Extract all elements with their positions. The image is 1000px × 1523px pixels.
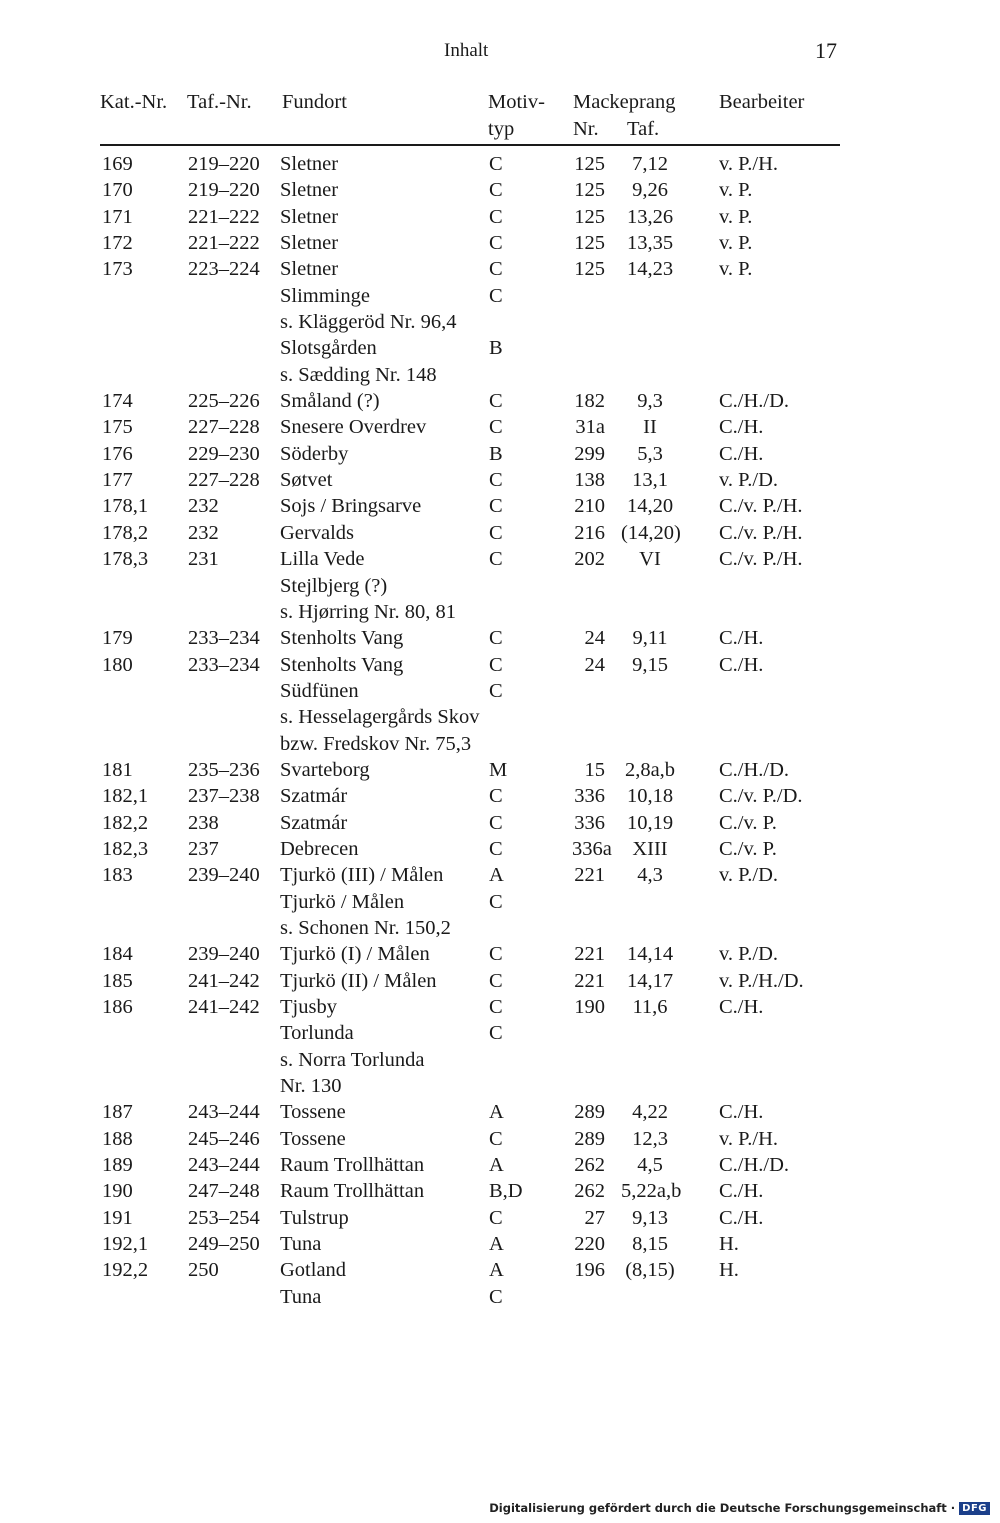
cell-mackeprang-nr: 336 (574, 811, 605, 834)
cell-mackeprang-nr: 289 (574, 1127, 605, 1150)
cell-motivtyp: M (489, 758, 508, 781)
cell-taf-nr: 219–220 (188, 179, 260, 202)
cell-motivtyp: C (489, 495, 503, 518)
table-row (100, 757, 840, 783)
table-body (100, 146, 840, 1310)
cell-motivtyp: C (489, 679, 503, 702)
cell-kat-nr: 177 (102, 469, 133, 492)
table-row (100, 994, 840, 1020)
cell-mackeprang-nr: 336a (572, 837, 612, 860)
cell-kat-nr: 185 (102, 969, 133, 992)
table-row (100, 467, 840, 493)
cell-fundort: Tulstrup (280, 1206, 349, 1229)
cell-fundort: Sletner (280, 153, 339, 175)
table-row (100, 1205, 840, 1231)
cell-motivtyp: C (489, 890, 503, 913)
table-row (100, 1073, 840, 1099)
cell-kat-nr: 174 (102, 390, 133, 413)
cell-motivtyp: C (489, 153, 503, 175)
header-bearbeiter: Bearbeiter (719, 91, 805, 113)
cell-bearbeiter: C./H. (719, 442, 764, 465)
cell-fundort: Slotsgården (280, 337, 377, 360)
table-row (100, 441, 840, 467)
cell-mackeprang-taf: 9,13 (632, 1206, 668, 1229)
cell-motivtyp: C (489, 653, 503, 676)
cell-motivtyp: C (489, 1285, 503, 1308)
table-row (100, 573, 840, 599)
cell-bearbeiter: C./H. (719, 416, 764, 439)
header-taf-nr: Taf.-Nr. (187, 91, 252, 113)
cell-taf-nr: 239–240 (188, 943, 260, 966)
cell-mackeprang-nr: 125 (574, 232, 605, 255)
header-mackeprang-nr: Nr. (573, 118, 599, 140)
credit-text: Digitalisierung gefördert durch die Deutsche Forschungsgemeinschaft · (489, 1501, 956, 1515)
cell-taf-nr: 250 (188, 1259, 219, 1282)
cell-fundort: s. Kläggeröd Nr. 96,4 (280, 311, 457, 334)
table-row (100, 941, 840, 967)
cell-mackeprang-nr: 138 (574, 469, 605, 492)
cell-taf-nr: 221–222 (188, 232, 260, 255)
table-row (100, 388, 840, 414)
cell-mackeprang-taf: 9,11 (632, 627, 668, 650)
cell-taf-nr: 223–224 (188, 258, 260, 281)
cell-mackeprang-taf: 9,3 (637, 390, 663, 413)
table-row (100, 414, 840, 440)
cell-mackeprang-taf: XIII (632, 837, 668, 860)
cell-fundort: Snesere Overdrev (280, 416, 427, 439)
cell-motivtyp: C (489, 390, 503, 413)
cell-mackeprang-taf: (14,20) (621, 521, 681, 544)
cell-bearbeiter: v. P. (719, 179, 753, 202)
cell-motivtyp: C (489, 179, 503, 202)
table-row (100, 1284, 840, 1310)
cell-fundort: Südfünen (280, 679, 359, 702)
dfg-logo: DFG (959, 1502, 990, 1515)
cell-bearbeiter: v. P./H./D. (719, 969, 804, 992)
cell-fundort: Sletner (280, 205, 339, 228)
cell-mackeprang-taf: 8,15 (632, 1233, 668, 1256)
page-header (0, 38, 1000, 68)
page-number: 17 (815, 38, 837, 63)
cell-mackeprang-taf: 14,23 (626, 258, 674, 281)
cell-bearbeiter: H. (719, 1259, 739, 1282)
cell-bearbeiter: H. (719, 1233, 739, 1256)
cell-bearbeiter: C./H./D. (719, 1154, 790, 1177)
table-row (100, 1099, 840, 1125)
cell-mackeprang-nr: 299 (574, 442, 605, 465)
cell-fundort: Szatmár (280, 811, 348, 834)
cell-taf-nr: 243–244 (188, 1154, 260, 1177)
cell-motivtyp: B (489, 442, 503, 465)
cell-fundort: Söderby (280, 442, 349, 465)
table-row (100, 335, 840, 361)
cell-motivtyp: C (489, 785, 503, 808)
cell-motivtyp: A (489, 1259, 504, 1282)
cell-bearbeiter: v. P. (719, 258, 753, 281)
cell-fundort: Gervalds (280, 521, 355, 544)
cell-mackeprang-taf: 14,17 (626, 969, 674, 992)
cell-motivtyp: A (489, 1154, 504, 1177)
cell-fundort: Tjurkö (III) / Målen (280, 864, 444, 887)
cell-fundort: Sletner (280, 258, 339, 281)
running-title: Inhalt (444, 40, 489, 61)
table-row (100, 836, 840, 862)
cell-fundort: Torlunda (280, 1022, 354, 1045)
table-header (100, 89, 840, 146)
cell-taf-nr: 245–246 (188, 1127, 260, 1150)
cell-motivtyp: A (489, 1233, 504, 1256)
cell-mackeprang-taf: 13,35 (626, 232, 674, 255)
cell-fundort: Sojs / Bringsarve (280, 495, 422, 518)
table-row (100, 520, 840, 546)
cell-taf-nr: 237–238 (188, 785, 260, 808)
cell-kat-nr: 178,1 (102, 495, 149, 518)
header-motivtyp: Motiv- (488, 91, 545, 113)
cell-mackeprang-taf: 12,3 (632, 1127, 668, 1150)
cell-mackeprang-nr: 221 (574, 969, 605, 992)
cell-kat-nr: 181 (102, 758, 133, 781)
cell-mackeprang-nr: 125 (574, 179, 605, 202)
table-row (100, 731, 840, 757)
cell-taf-nr: 253–254 (188, 1206, 260, 1229)
cell-fundort: Slimminge (280, 284, 370, 307)
cell-fundort: Gotland (280, 1259, 347, 1282)
cell-kat-nr: 183 (102, 864, 133, 887)
cell-fundort: Stenholts Vang (280, 653, 404, 676)
cell-fundort: Tjurkö / Målen (280, 890, 405, 913)
cell-taf-nr: 247–248 (188, 1180, 260, 1203)
cell-taf-nr: 233–234 (188, 653, 260, 676)
cell-taf-nr: 241–242 (188, 969, 260, 992)
cell-motivtyp: B,D (489, 1180, 523, 1203)
cell-motivtyp: C (489, 469, 503, 492)
cell-taf-nr: 227–228 (188, 416, 260, 439)
footer-credit (489, 1501, 990, 1515)
table-row (100, 968, 840, 994)
cell-bearbeiter: C./v. P. (719, 811, 777, 834)
cell-mackeprang-nr: 202 (574, 548, 605, 571)
catalogue-table (100, 89, 840, 1310)
cell-mackeprang-nr: 15 (584, 758, 605, 781)
cell-taf-nr: 249–250 (188, 1233, 260, 1256)
cell-motivtyp: B (489, 337, 503, 360)
header-mackeprang: Mackeprang (573, 91, 676, 113)
cell-bearbeiter: C./H. (719, 1180, 764, 1203)
cell-motivtyp: C (489, 284, 503, 307)
cell-fundort: Sletner (280, 179, 339, 202)
cell-fundort: Lilla Vede (280, 548, 365, 571)
table-row (100, 625, 840, 651)
cell-fundort: s. Hesselagergårds Skov (280, 706, 480, 729)
table-row (100, 1257, 840, 1283)
table-row (100, 1126, 840, 1152)
cell-kat-nr: 190 (102, 1180, 133, 1203)
cell-bearbeiter: C./v. P. (719, 837, 777, 860)
cell-mackeprang-nr: 210 (574, 495, 605, 518)
cell-motivtyp: C (489, 1022, 503, 1045)
cell-bearbeiter: v. P./H. (719, 153, 779, 175)
cell-mackeprang-nr: 27 (584, 1206, 605, 1229)
table-row (100, 204, 840, 230)
cell-taf-nr: 238 (188, 811, 219, 834)
table-row (100, 283, 840, 309)
table-row (100, 862, 840, 888)
cell-kat-nr: 187 (102, 1101, 133, 1124)
cell-fundort: Raum Trollhättan (280, 1154, 425, 1177)
cell-bearbeiter: C./H. (719, 1101, 764, 1124)
cell-mackeprang-taf: 14,14 (626, 943, 674, 966)
cell-kat-nr: 171 (102, 205, 133, 228)
cell-kat-nr: 182,1 (102, 785, 149, 808)
cell-fundort: Tjurkö (I) / Målen (280, 943, 430, 966)
cell-bearbeiter: v. P./D. (719, 469, 779, 492)
cell-mackeprang-nr: 31a (575, 416, 605, 439)
cell-bearbeiter: C./v. P./H. (719, 495, 803, 518)
cell-mackeprang-nr: 216 (574, 521, 605, 544)
cell-motivtyp: C (489, 943, 503, 966)
cell-motivtyp: A (489, 1101, 504, 1124)
table-row (100, 256, 840, 282)
cell-taf-nr: 241–242 (188, 996, 260, 1018)
cell-fundort: s. Sædding Nr. 148 (280, 363, 437, 386)
cell-kat-nr: 169 (102, 153, 133, 175)
cell-motivtyp: C (489, 811, 503, 834)
cell-mackeprang-taf: VI (639, 548, 661, 571)
cell-kat-nr: 192,1 (102, 1233, 149, 1256)
cell-motivtyp: C (489, 627, 503, 650)
cell-kat-nr: 170 (102, 179, 133, 202)
cell-kat-nr: 188 (102, 1127, 133, 1150)
cell-mackeprang-nr: 336 (574, 785, 605, 808)
cell-bearbeiter: C./v. P./H. (719, 521, 803, 544)
table-row (100, 915, 840, 941)
cell-bearbeiter: v. P. (719, 232, 753, 255)
cell-fundort: s. Norra Torlunda (280, 1048, 425, 1071)
cell-mackeprang-taf: 11,6 (632, 996, 668, 1018)
table-row (100, 177, 840, 203)
cell-kat-nr: 175 (102, 416, 133, 439)
cell-fundort: Tjusby (280, 996, 337, 1018)
cell-taf-nr: 237 (188, 837, 219, 860)
cell-kat-nr: 191 (102, 1206, 133, 1229)
cell-motivtyp: C (489, 969, 503, 992)
table-row (100, 493, 840, 519)
header-kat-nr: Kat.-Nr. (100, 91, 168, 113)
cell-motivtyp: C (489, 232, 503, 255)
cell-mackeprang-nr: 24 (584, 627, 605, 650)
cell-fundort: Raum Trollhättan (280, 1180, 425, 1203)
cell-mackeprang-taf: 14,20 (626, 495, 674, 518)
cell-taf-nr: 239–240 (188, 864, 260, 887)
cell-bearbeiter: C./H. (719, 1206, 764, 1229)
cell-mackeprang-nr: 262 (574, 1154, 605, 1177)
cell-mackeprang-nr: 220 (574, 1233, 605, 1256)
table-row (100, 652, 840, 678)
cell-fundort: Småland (?) (280, 390, 380, 413)
cell-bearbeiter: C./H. (719, 653, 764, 676)
cell-fundort: Debrecen (280, 837, 359, 860)
cell-fundort: Stejlbjerg (?) (280, 574, 388, 597)
cell-taf-nr: 219–220 (188, 153, 260, 175)
cell-kat-nr: 173 (102, 258, 133, 281)
cell-fundort: Szatmár (280, 785, 348, 808)
cell-kat-nr: 178,3 (102, 548, 149, 571)
cell-kat-nr: 192,2 (102, 1259, 149, 1282)
cell-bearbeiter: C./H. (719, 627, 764, 650)
cell-fundort: Søtvet (280, 469, 333, 492)
cell-fundort: s. Hjørring Nr. 80, 81 (280, 600, 456, 623)
cell-taf-nr: 243–244 (188, 1101, 260, 1124)
cell-bearbeiter: C./v. P./D. (719, 785, 803, 808)
cell-kat-nr: 176 (102, 442, 133, 465)
table-row (100, 1020, 840, 1046)
cell-mackeprang-taf: 9,26 (632, 179, 668, 202)
table-row (100, 599, 840, 625)
cell-bearbeiter: v. P./D. (719, 943, 779, 966)
cell-mackeprang-nr: 262 (574, 1180, 605, 1203)
cell-mackeprang-taf: II (643, 416, 657, 439)
cell-motivtyp: C (489, 521, 503, 544)
cell-bearbeiter: C./H. (719, 996, 764, 1018)
cell-mackeprang-nr: 196 (574, 1259, 605, 1282)
cell-mackeprang-nr: 221 (574, 943, 605, 966)
cell-motivtyp: C (489, 258, 503, 281)
cell-taf-nr: 232 (188, 521, 219, 544)
cell-fundort: bzw. Fredskov Nr. 75,3 (280, 732, 472, 755)
cell-kat-nr: 189 (102, 1154, 133, 1177)
cell-bearbeiter: v. P./D. (719, 864, 779, 887)
cell-kat-nr: 186 (102, 996, 133, 1018)
cell-mackeprang-nr: 190 (574, 996, 605, 1018)
cell-mackeprang-taf: 4,5 (637, 1154, 663, 1177)
cell-kat-nr: 182,3 (102, 837, 149, 860)
table-row (100, 151, 840, 177)
cell-fundort: Tjurkö (II) / Målen (280, 969, 437, 992)
cell-taf-nr: 227–228 (188, 469, 260, 492)
cell-bearbeiter: v. P. (719, 205, 753, 228)
cell-mackeprang-taf: 13,26 (626, 205, 674, 228)
cell-bearbeiter: v. P./H. (719, 1127, 779, 1150)
cell-mackeprang-nr: 24 (584, 653, 605, 676)
cell-taf-nr: 235–236 (188, 758, 260, 781)
cell-taf-nr: 225–226 (188, 390, 260, 413)
cell-motivtyp: C (489, 996, 503, 1018)
table-row (100, 546, 840, 572)
cell-taf-nr: 233–234 (188, 627, 260, 650)
cell-kat-nr: 179 (102, 627, 133, 650)
cell-motivtyp: C (489, 548, 503, 571)
cell-taf-nr: 229–230 (188, 442, 260, 465)
cell-fundort: Stenholts Vang (280, 627, 404, 650)
cell-bearbeiter: C./v. P./H. (719, 548, 803, 571)
cell-mackeprang-taf: 2,8a,b (624, 758, 676, 781)
header-fundort: Fundort (282, 91, 347, 113)
cell-mackeprang-nr: 125 (574, 258, 605, 281)
cell-fundort: Tossene (280, 1127, 346, 1150)
table-row (100, 1152, 840, 1178)
cell-taf-nr: 232 (188, 495, 219, 518)
cell-mackeprang-taf: 10,19 (626, 811, 674, 834)
table-row (100, 678, 840, 704)
cell-fundort: s. Schonen Nr. 150,2 (280, 916, 451, 939)
cell-motivtyp: C (489, 416, 503, 439)
cell-fundort: Tuna (280, 1233, 322, 1256)
cell-kat-nr: 180 (102, 653, 133, 676)
cell-motivtyp: C (489, 837, 503, 860)
cell-mackeprang-nr: 125 (574, 205, 605, 228)
cell-mackeprang-taf: 7,12 (632, 153, 668, 175)
cell-mackeprang-taf: 4,22 (632, 1101, 668, 1124)
table-row (100, 230, 840, 256)
table-row (100, 704, 840, 730)
cell-motivtyp: C (489, 1206, 503, 1229)
cell-bearbeiter: C./H./D. (719, 390, 790, 413)
cell-mackeprang-taf: 5,22a,b (621, 1180, 682, 1203)
table-row (100, 309, 840, 335)
cell-mackeprang-nr: 125 (574, 153, 605, 175)
cell-mackeprang-nr: 289 (574, 1101, 605, 1124)
cell-mackeprang-taf: 9,15 (632, 653, 668, 676)
cell-fundort: Tossene (280, 1101, 346, 1124)
cell-mackeprang-nr: 221 (574, 864, 605, 887)
cell-mackeprang-taf: 4,3 (637, 864, 663, 887)
cell-kat-nr: 182,2 (102, 811, 149, 834)
cell-taf-nr: 221–222 (188, 205, 260, 228)
cell-bearbeiter: C./H./D. (719, 758, 790, 781)
cell-mackeprang-taf: 5,3 (637, 442, 663, 465)
cell-taf-nr: 231 (188, 548, 219, 571)
table-row (100, 889, 840, 915)
cell-motivtyp: C (489, 1127, 503, 1150)
table-row (100, 1231, 840, 1257)
table-row (100, 783, 840, 809)
cell-mackeprang-taf: 13,1 (632, 469, 668, 492)
cell-kat-nr: 178,2 (102, 521, 149, 544)
cell-fundort: Svarteborg (280, 758, 370, 781)
table-row (100, 1178, 840, 1204)
cell-kat-nr: 184 (102, 943, 133, 966)
table-row (100, 362, 840, 388)
cell-fundort: Sletner (280, 232, 339, 255)
cell-kat-nr: 172 (102, 232, 133, 255)
cell-motivtyp: A (489, 864, 504, 887)
table-row (100, 810, 840, 836)
cell-motivtyp: C (489, 205, 503, 228)
header-motivtyp-line2: typ (488, 118, 515, 140)
cell-mackeprang-nr: 182 (574, 390, 605, 413)
table-row (100, 1047, 840, 1073)
cell-mackeprang-taf: (8,15) (625, 1259, 675, 1282)
cell-fundort: Nr. 130 (280, 1075, 342, 1098)
cell-mackeprang-taf: 10,18 (626, 785, 674, 808)
cell-fundort: Tuna (280, 1285, 322, 1308)
header-mackeprang-taf: Taf. (627, 118, 660, 140)
